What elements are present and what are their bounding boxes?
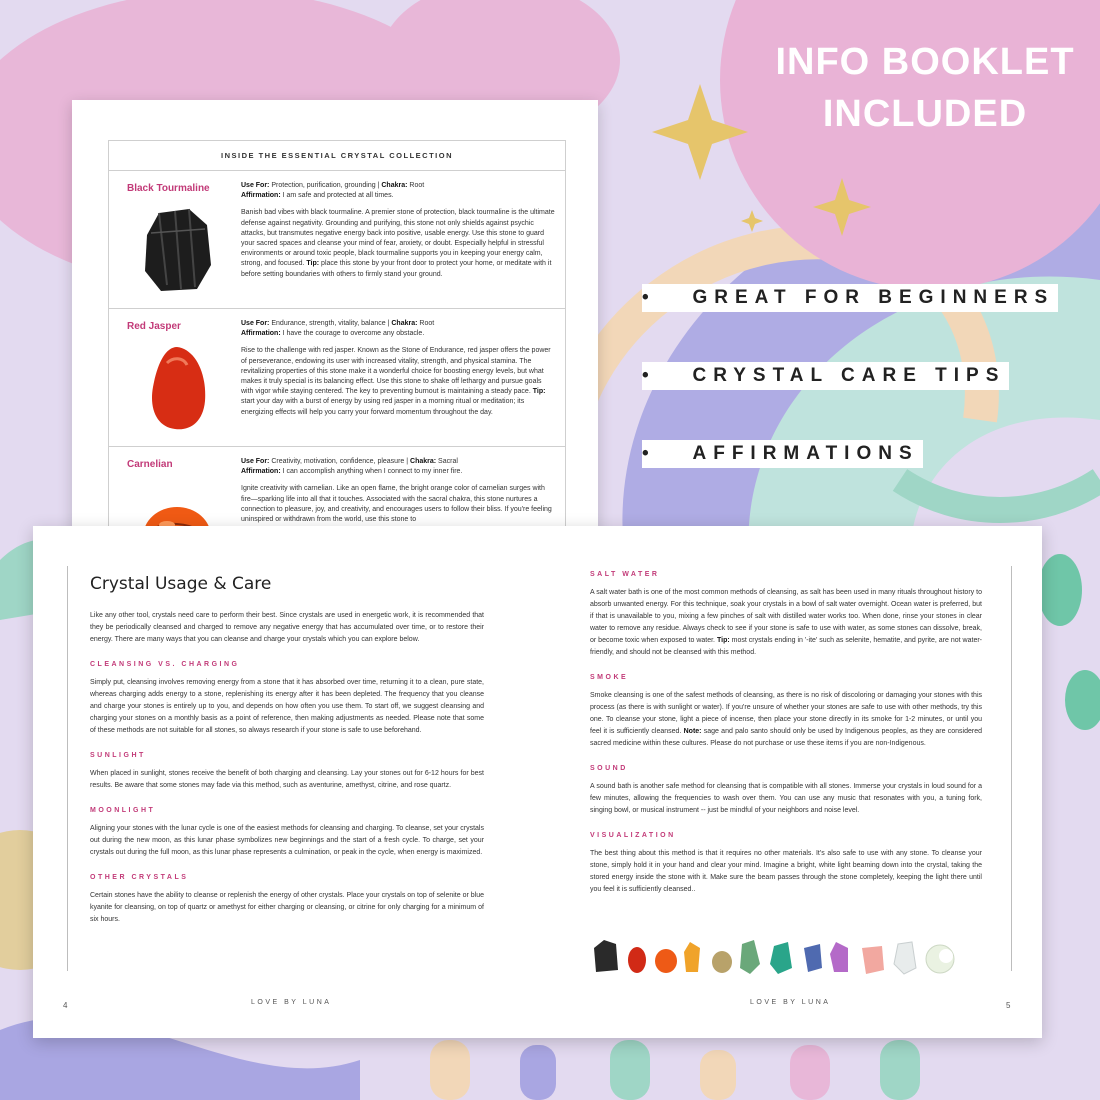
chakra: Root <box>419 320 435 327</box>
use-for: Creativity, motivation, confidence, pleasure | <box>271 458 409 465</box>
section-heading: MOONLIGHT <box>90 807 156 814</box>
feature-item: • AFFIRMATIONS <box>642 440 1058 468</box>
table-header: INSIDE THE ESSENTIAL CRYSTAL COLLECTION <box>109 141 565 171</box>
feature-label: GREAT FOR BEGINNERS <box>692 287 1055 308</box>
crystal-name: Black Tourmaline <box>127 183 210 194</box>
footer-left: LOVE BY LUNA <box>251 999 332 1006</box>
crystal-row <box>109 309 565 447</box>
feature-item: • CRYSTAL CARE TIPS <box>642 362 1058 390</box>
feature-label: AFFIRMATIONS <box>692 443 919 464</box>
section-text: Aligning your stones with the lunar cycle is one of the easiest methods for cleansing and charging. To cleanse, set your crystals out during the new moon, as this lunar phase symbolizes new beginnings and the start of a fresh cycle. To charge, set your crystals out during the full moon, as this lunar phase represents a culmination, or peak in the cycle, when energy is maximized. <box>90 825 484 856</box>
section-heading: VISUALIZATION <box>590 832 676 839</box>
crystal-lineup-image <box>590 934 990 976</box>
affirmation: I have the courage to overcome any obstacle. <box>282 330 425 338</box>
section-text: Certain stones have the ability to cleanse or replenish the energy of other crystals. Place your crystals on top of selenite or blue kyanite for cleansing, on top of quartz or amethyst for either charging or cleansing, or citrine for only charging for a minimum of six hours. <box>90 892 484 923</box>
use-for: Protection, purification, grounding | <box>271 182 380 189</box>
feature-label: CRYSTAL CARE TIPS <box>692 365 1006 386</box>
section-text: Smoke cleansing is one of the safest methods of cleansing, as there is no risk of discoloring or damaging your stones with this process (as there is with sunlight or water). If you're unsure of whether your stones are safe to use with other methods, try this one. To cleanse your stone, light a piece of incense, then place your stone directly in its smoke for 1-2 minutes, or until you feel it is sufficiently cleansed. Note: sage and palo santo should only be used by Indigenous peoples, as they are considered sacred medicine within these cultures. Please do not purchase or use these items if you are non-Indigenous. <box>590 692 982 747</box>
right-page <box>590 571 982 896</box>
chakra: Sacral <box>438 458 458 465</box>
footer-right: LOVE BY LUNA <box>750 999 831 1006</box>
booklet-spread <box>33 526 1042 1038</box>
section-text: A salt water bath is one of the most common methods of cleansing, as salt has been used in many rituals throughout history to absorb unwanted energy. For this technique, soak your crystals in a bowl of salt water overnight. Ocean water is preferred, but if that is unavailable to you, mixing a few pinches of salt with distilled water works too. When done, rinse your stones in clear water to remove any residue. Always check to see if your stone is safe to use with water, as some stones can dissolve, break, or become toxic when exposed to water. Tip: most crystals ending in '-ite' such as selenite, hematite, and pyrite, are not water-friendly, and should not be cleansed with this method. <box>590 589 983 656</box>
use-for: Endurance, strength, vitality, balance | <box>271 320 390 327</box>
tip: start your day with a burst of energy by using red jasper in a morning ritual or meditation; its energizing effects will help you carry your forward momentum throughout the day. <box>241 398 525 416</box>
right-margin-line <box>1011 566 1012 971</box>
section-heading: SALT WATER <box>590 571 660 578</box>
affirmation: I can accomplish anything when I connect to my inner fire. <box>282 468 463 476</box>
section-text: Simply put, cleansing involves removing energy from a stone that it has absorbed over time, returning it to a clean, pure state, whereas charging adds energy to a stone, replenishing its energy after it has been depleted. The frequency that you cleanse and charge your stones is entirely up to you, and depends on how often you use them. To start off, we suggest cleansing and charging your stones on a monthly basis as a point of reference, then making adjustments as needed. Please note that some of these methods are not suitable for all stones, so always research if your stone is safe to use beforehand. <box>90 679 484 734</box>
section-heading: SMOKE <box>590 674 629 681</box>
tip: place this stone by your front door to protect your home, or meditate with it before setting boundaries with others to firmly stand your ground. <box>241 260 552 278</box>
affirmation: I am safe and protected at all times. <box>282 192 394 200</box>
chakra: Root <box>409 182 425 189</box>
section-heading: OTHER CRYSTALS <box>90 874 189 881</box>
section-heading: CLEANSING VS. CHARGING <box>90 661 240 668</box>
page-number-left: 4 <box>63 1001 68 1010</box>
left-margin-line <box>67 566 68 971</box>
crystal-name: Carnelian <box>127 459 173 470</box>
booklet-collection-page <box>72 100 598 540</box>
description: Rise to the challenge with red jasper. Known as the Stone of Endurance, red jasper offers the power of perseverance, endowing its user with increased vitality, strength, and physical stamina. The revitalizing properties of this stone make it a wonderful choice for boosting energy levels, but what makes it truly special is its balancing effect. Use this stone to shake off lethargy and pursue goals with vigor while staying centered. The key to preventing burnout is maintaining a steady pace. <box>241 347 551 396</box>
page-number-right: 5 <box>1006 1001 1011 1010</box>
crystal-table <box>108 140 566 540</box>
section-text: When placed in sunlight, stones receive the benefit of both charging and cleansing. Lay your stones out for 6-12 hours for best results. Be aware that some stones may fade via this method, such as aventurine, amethyst, citrine, and rose quartz. <box>90 770 484 789</box>
left-page <box>90 574 484 926</box>
section-heading: SUNLIGHT <box>90 752 146 759</box>
crystal-text: Use For: Creativity, motivation, confidence, pleasure | Chakra: Sacral Affirmation: I can accomplish anything when I connect to my inner fire. Ignite creativity with carnelian. Like an open flame, the bright orange color of carnelian surges with fire—sparking life into all that it touches. Associated with the sacral chakra, this stone nurtures a connection to pleasure, joy, and creativity, and encourages users to follow their bliss. If you're feeling uninspired or withdrawn from the world, use this stone to <box>241 458 552 524</box>
page-title: Crystal Usage & Care <box>90 574 272 594</box>
black-tourmaline-image <box>137 205 217 295</box>
crystal-text: Use For: Protection, purification, grounding | Chakra: Root Affirmation: I am safe and protected at all times. Banish bad vibes with black tourmaline. A premier stone of protection, black tourmaline is the ultimate defense against negativity. Grounding and purifying, this stone not only shields against psychic attacks, but transmutes negative energy back into positive, usable energy. Use this stone to guard your sacred spaces and cleanse your mind of fear, anxiety, or doubt. Especially helpful in stressful environments or around toxic people, black tourmaline supports you in keeping your energy calm, strong, and focused. Tip: place this stone by your front door to protect your home, or meditate with it before setting boundaries with others to firmly stand your ground. <box>241 182 555 278</box>
crystal-name: Red Jasper <box>127 321 181 332</box>
intro-text: Like any other tool, crystals need care to perform their best. Since crystals are used in energetic work, it is recommended that they be periodically cleansed and charged to remove any negative energy that has accumulated over time, or to restore their energy. There are many ways that you can cleanse and charge your crystals which you can explore below. <box>90 612 484 643</box>
feature-item: • GREAT FOR BEGINNERS <box>642 284 1058 312</box>
badge-line-2: INCLUDED <box>822 93 1028 135</box>
description: Banish bad vibes with black tourmaline. A premier stone of protection, black tourmaline is the ultimate defense against negativity. Grounding and purifying, this stone not only shields against psychic attacks, but transmutes negative energy back into positive, usable energy. Use this stone to guard your sacred spaces and cleanse your mind of fear, anxiety, or doubt. Especially helpful in stressful environments or around toxic people, black tourmaline supports you in keeping your energy calm, strong, and focused. <box>241 209 555 268</box>
section-text: The best thing about this method is that it requires no other materials. It's also safe to use with any stone. To cleanse your stone, simply hold it in your hand and clear your mind. Imagine a bright, white light beaming down into the crystal, taking the stored energy inside the stone with it. Make sure the beam passes through the stone completely, keeping the light there until you feel it is sufficiently cleansed.. <box>590 850 982 893</box>
crystal-row <box>109 171 565 309</box>
red-jasper-image <box>137 343 217 433</box>
feature-list <box>642 284 1058 518</box>
description: Ignite creativity with carnelian. Like an open flame, the bright orange color of carnelian surges with fire—sparking life into all that it touches. Associated with the sacral chakra, this stone nurtures a connection to pleasure, joy, and creativity, and encourages users to follow their bliss. If you're feeling uninspired or withdrawn from the world, use this stone to <box>241 485 552 524</box>
section-heading: SOUND <box>590 765 628 772</box>
badge-line-1: INFO BOOKLET <box>775 41 1075 83</box>
crystal-text: Use For: Endurance, strength, vitality, balance | Chakra: Root Affirmation: I have the courage to overcome any obstacle. Rise to the challenge with red jasper. Known as the Stone of Endurance, red jasper offers the power of perseverance, endowing its user with increased vitality, strength, and physical stamina. The revitalizing properties of this stone make it a wonderful choice for boosting energy levels, but what makes it truly special is its balancing effect. Use this stone to shake off lethargy and pursue goals with vigor while staying centered. The key to preventing burnout is maintaining a steady pace. Tip: start your day with a burst of energy by using red jasper in a morning ritual or meditation; its energizing effects will help you carry your forward momentum throughout the day. <box>241 320 551 416</box>
section-text: A sound bath is another safe method for cleansing that is compatible with all stones. Immerse your crystals in loud sound for a few minutes, allowing the frequencies to wash over them. You can use any music that resonates with you, a tuning fork, singing bowl, or musical instrument -- just be mindful of your neighbors and noise level. <box>590 783 982 814</box>
info-booklet-badge <box>760 36 1090 140</box>
